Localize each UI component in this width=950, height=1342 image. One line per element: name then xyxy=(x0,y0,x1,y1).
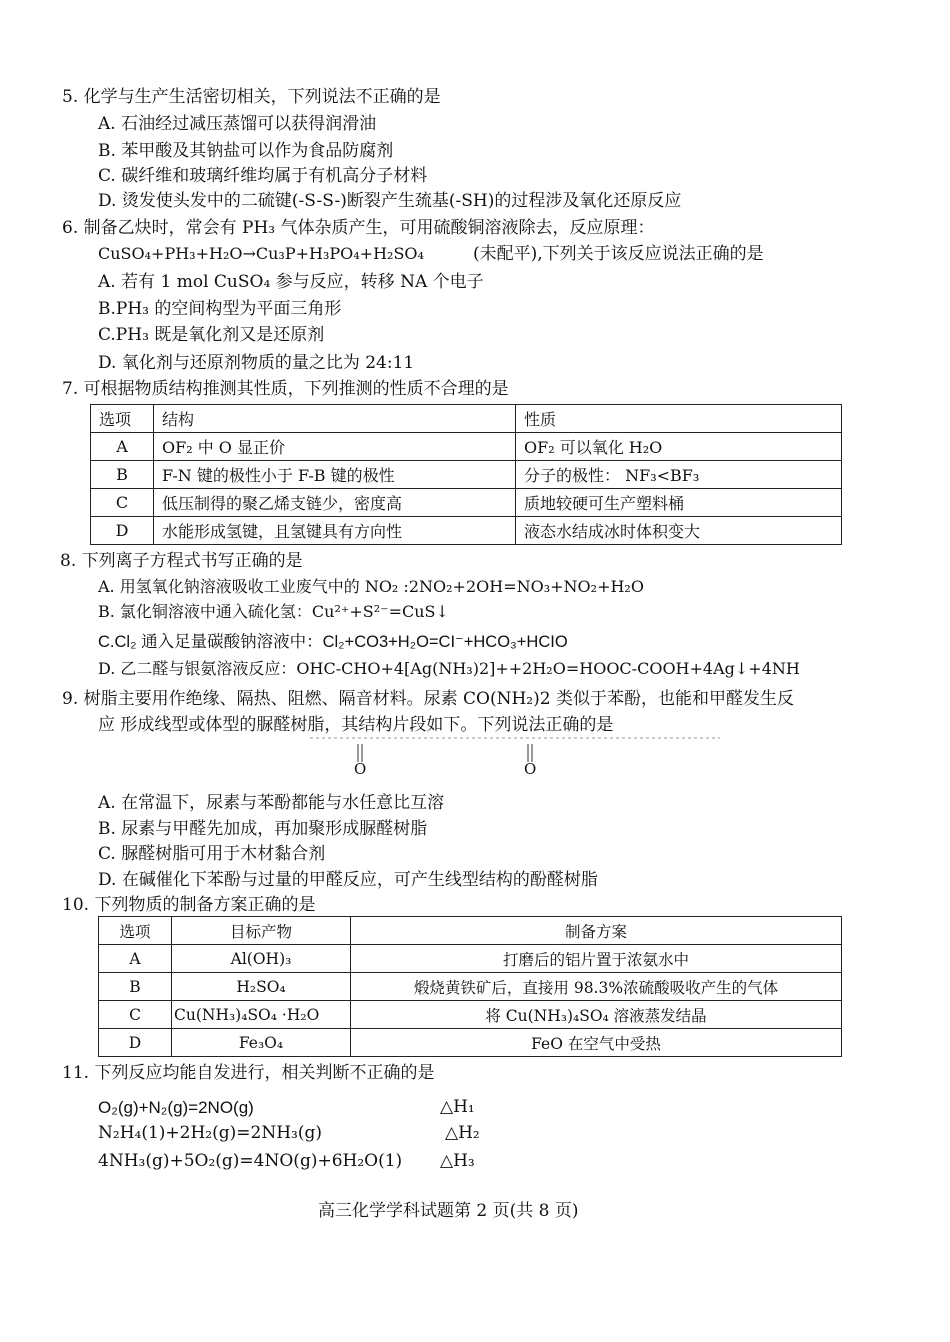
q8-option-c: C.Cl₂ 通入足量碳酸钠溶液中：Cl₂+CO3+H₂O=CI⁻+HCO₃+HCIO xyxy=(98,633,568,651)
table-header-row xyxy=(91,405,842,433)
q6-option-d: D. 氧化剂与还原剂物质的量之比为 24:11 xyxy=(98,353,415,373)
table-header-cell: 选项 xyxy=(91,405,154,433)
table-header-cell: 制备方案 xyxy=(351,917,842,945)
table-header-row xyxy=(99,917,842,945)
q9-option-c: C. 脲醛树脂可用于木材黏合剂 xyxy=(98,844,326,864)
q7-table xyxy=(90,404,842,545)
q9-stem-line1: 9. 树脂主要用作绝缘、隔热、阻燃、隔音材料。尿素 CO(NH₂)2 类似于苯酚，也能和甲醛发生反 xyxy=(62,689,794,709)
table-cell: Cu(NH₃)₄SO₄ ·H₂O xyxy=(172,1001,351,1029)
q11-reaction-3: 4NH₃(g)+5O₂(g)=4NO(g)+6H₂O(1) xyxy=(98,1151,403,1171)
q11-enthalpy-2: △H₂ xyxy=(445,1123,480,1143)
table-cell: D xyxy=(91,517,154,545)
table-cell: B xyxy=(99,973,172,1001)
page-footer: 高三化学学科试题第 2 页(共 8 页) xyxy=(318,1201,579,1221)
q8-option-b: B. 氯化铜溶液中通入硫化氢：Cu²⁺+S²⁻=CuS↓ xyxy=(98,602,449,621)
q6-equation: CuSO₄+PH₃+H₂O→Cu₃P+H₃PO₄+H₂SO₄ xyxy=(98,244,424,263)
table-header-cell: 选项 xyxy=(99,917,172,945)
q5-stem: 5. 化学与生产生活密切相关，下列说法不正确的是 xyxy=(62,87,441,107)
table-row xyxy=(99,1001,842,1029)
q8-stem: 8. 下列离子方程式书写正确的是 xyxy=(60,551,303,571)
table-cell: 液态水结成冰时体积变大 xyxy=(516,517,842,545)
q6-option-a: A. 若有 1 mol CuSO₄ 参与反应，转移 NA 个电子 xyxy=(98,272,484,292)
q6-option-c: C.PH₃ 既是氧化剂又是还原剂 xyxy=(98,325,325,345)
q6-stem: 6. 制备乙炔时，常会有 PH₃ 气体杂质产生，可用硫酸铜溶液除去，反应原理： xyxy=(62,218,655,238)
table-cell: OF₂ 中 O 显正价 xyxy=(154,433,516,461)
q8-option-a: A. 用氢氧化钠溶液吸收工业废气中的 NO₂ :2NO₂+2OH=NO₃+NO₂+H₂O xyxy=(98,577,644,596)
table-cell: Fe₃O₄ xyxy=(172,1029,351,1057)
table-cell: OF₂ 可以氧化 H₂O xyxy=(516,433,842,461)
q10-table xyxy=(98,916,842,1057)
table-cell: H₂SO₄ xyxy=(172,973,351,1001)
q11-enthalpy-3: △H₃ xyxy=(440,1151,475,1171)
table-cell: A xyxy=(91,433,154,461)
q6-option-b: B.PH₃ 的空间构型为平面三角形 xyxy=(98,299,342,319)
q9-stem-line2: 应 形成线型或体型的脲醛树脂，其结构片段如下。下列说法正确的是 xyxy=(98,715,614,735)
q9-option-a: A. 在常温下，尿素与苯酚都能与水任意比互溶 xyxy=(98,793,445,813)
table-header-cell: 目标产物 xyxy=(172,917,351,945)
q11-reaction-2: N₂H₄(1)+2H₂(g)=2NH₃(g) xyxy=(98,1123,322,1143)
table-cell: FeO 在空气中受热 xyxy=(351,1029,842,1057)
table-cell: 质地较硬可生产塑料桶 xyxy=(516,489,842,517)
table-row xyxy=(91,489,842,517)
table-cell: D xyxy=(99,1029,172,1057)
table-cell: C xyxy=(99,1001,172,1029)
q9-option-d: D. 在碱催化下苯酚与过量的甲醛反应，可产生线型结构的酚醛树脂 xyxy=(98,870,598,890)
table-cell: 煅烧黄铁矿后，直接用 98.3%浓硫酸吸收产生的气体 xyxy=(351,973,842,1001)
table-row xyxy=(91,517,842,545)
q8-option-d: D. 乙二醛与银氨溶液反应：OHC-CHO+4[Ag(NH₃)2]++2H₂O=HOOC-COOH+4Ag↓+4NH xyxy=(98,659,800,678)
table-header-cell: 结构 xyxy=(154,405,516,433)
q11-enthalpy-1: △H₁ xyxy=(440,1097,475,1117)
table-cell: 低压制得的聚乙烯支链少，密度高 xyxy=(154,489,516,517)
table-cell: A xyxy=(99,945,172,973)
q5-option-b: B. 苯甲酸及其钠盐可以作为食品防腐剂 xyxy=(98,141,394,161)
table-row xyxy=(99,973,842,1001)
table-cell: 分子的极性： NF₃<BF₃ xyxy=(516,461,842,489)
q5-option-c: C. 碳纤维和玻璃纤维均属于有机高分子材料 xyxy=(98,166,428,186)
q5-option-a: A. 石油经过减压蒸馏可以获得润滑油 xyxy=(98,114,377,134)
q5-option-d: D. 烫发使头发中的二硫键(-S-S-)断裂产生巯基(-SH)的过程涉及氧化还原反应 xyxy=(98,191,682,211)
q11-reaction-1: O₂(g)+N₂(g)=2NO(g) xyxy=(98,1098,254,1117)
q7-stem: 7. 可根据物质结构推测其性质，下列推测的性质不合理的是 xyxy=(62,379,509,399)
table-row xyxy=(99,945,842,973)
table-cell: 将 Cu(NH₃)₄SO₄ 溶液蒸发结晶 xyxy=(351,1001,842,1029)
q10-stem: 10. 下列物质的制备方案正确的是 xyxy=(62,895,316,915)
table-header-cell: 性质 xyxy=(516,405,842,433)
table-cell: B xyxy=(91,461,154,489)
carbonyl-oxygen-label: O xyxy=(524,760,537,778)
q11-stem: 11. 下列反应均能自发进行，相关判断不正确的是 xyxy=(62,1063,435,1083)
table-cell: 水能形成氢键，且氢键具有方向性 xyxy=(154,517,516,545)
table-cell: 打磨后的铝片置于浓氨水中 xyxy=(351,945,842,973)
table-cell: F-N 键的极性小于 F-B 键的极性 xyxy=(154,461,516,489)
table-cell: C xyxy=(91,489,154,517)
table-row xyxy=(91,461,842,489)
q6-stem-tail: (未配平),下列关于该反应说法正确的是 xyxy=(473,244,764,264)
q9-option-b: B. 尿素与甲醛先加成，再加聚形成脲醛树脂 xyxy=(98,819,428,839)
carbonyl-oxygen-label: O xyxy=(354,760,367,778)
table-cell: Al(OH)₃ xyxy=(172,945,351,973)
table-row xyxy=(99,1029,842,1057)
table-row xyxy=(91,433,842,461)
